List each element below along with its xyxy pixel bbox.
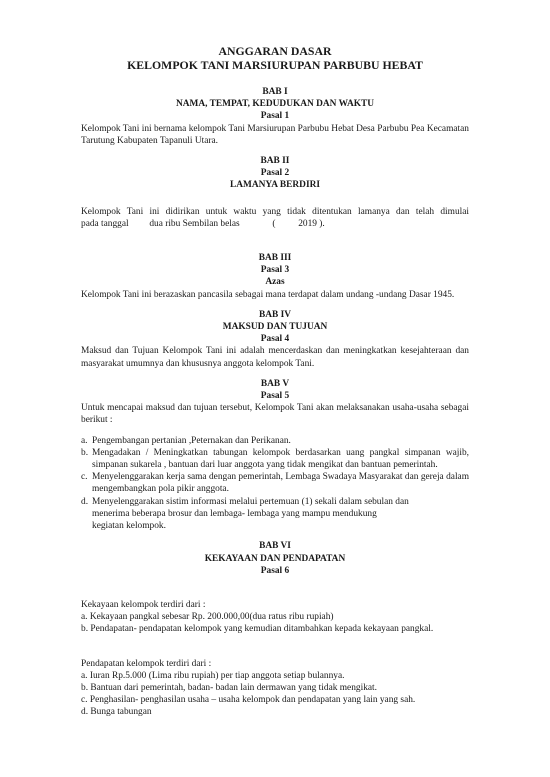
list-item-d-line2: menerima beberapa brosur dan lembaga- lembaga yang mampu mendukung: [92, 508, 377, 519]
list-item-d-line1: Menyelenggarakan sistim informasi melalui pertemuan (1) sekali dalam sebulan dan: [92, 496, 409, 507]
section-bab-4: [81, 309, 469, 370]
document-content: [81, 44, 469, 719]
bab-4-heading: MAKSUD DAN TUJUAN: [222, 322, 328, 333]
list-item: [81, 447, 469, 471]
pasal-6-label: Pasal 6: [260, 565, 290, 576]
bab-2-heading: LAMANYA BERDIRI: [229, 180, 321, 191]
list-item-marker: a.: [81, 435, 88, 446]
section-bab-6: [81, 540, 469, 718]
kekayaan-intro: Kekayaan kelompok terdiri dari :: [81, 599, 206, 610]
pasal-1-text: Kelompok Tani ini bernama kelompok Tani Marsiurupan Parbubu Hebat Desa Parbubu Pea Kecamatan Tarutung Kabupaten Tapanuli Utara.: [81, 123, 469, 146]
pasal-2-date-line: [81, 218, 469, 230]
pasal-2-date-prefix: pada tanggal: [81, 218, 129, 229]
list-item: [81, 496, 469, 508]
pendapatan-item-b: b. Bantuan dari pemerintah, badan- badan lain dermawan yang tidak mengikat.: [81, 682, 377, 693]
pendapatan-intro: Pendapatan kelompok terdiri dari :: [81, 658, 212, 669]
document-title-line2: KELOMPOK TANI MARSIURUPAN PARBUBU HEBAT: [127, 58, 423, 72]
pasal-5-label: Pasal 5: [260, 391, 290, 402]
list-item-text: Pengembangan pertanian ,Peternakan dan Perikanan.: [92, 435, 291, 446]
bab-4-number: BAB IV: [258, 309, 292, 320]
pasal-4-text: Maksud dan Tujuan Kelompok Tani ini adalah mencerdaskan dan meningkatkan kesejahteraan dan masyarakat umumnya dan khususnya anggota kelompok Tani.: [81, 346, 469, 369]
pasal-4-label: Pasal 4: [260, 334, 290, 345]
kekayaan-item-a: a. Kekayaan pangkal sebesar Rp. 200.000,00(dua ratus ribu rupiah): [81, 612, 334, 623]
pasal-2-date-words: dua ribu Sembilan belas: [149, 218, 240, 229]
pasal-3-text: Kelompok Tani ini berazaskan pancasila sebagai mana terdapat dalam undang -undang Dasar 1945.: [81, 289, 455, 300]
list-item-marker: d.: [81, 496, 89, 507]
bab-5-number: BAB V: [260, 378, 290, 389]
list-item-marker: c.: [81, 472, 88, 483]
pendapatan-item-d: d. Bunga tabungan: [81, 707, 152, 718]
bab-3-number: BAB III: [258, 253, 292, 264]
list-item-text: Mengadakan / Meningkatkan tabungan kelompok berdasarkan uang pangkal simpanan wajib, simpanan sukarela , bantuan dari luar anggota yang tidak mengikat dan bantuan pemerintah.: [92, 447, 469, 471]
section-bab-1: [81, 86, 469, 147]
pasal-2-label: Pasal 2: [260, 168, 290, 179]
pasal-2-text-line1: Kelompok Tani ini didirikan untuk waktu yang tidak ditentukan lamanya dan telah dimulai: [81, 206, 469, 217]
section-bab-2: [81, 155, 469, 230]
pasal-3-label: Pasal 3: [260, 265, 290, 276]
section-bab-5: [81, 378, 469, 532]
list-item: [81, 435, 469, 447]
bab-6-number: BAB VI: [259, 541, 291, 552]
bab-1-heading: NAMA, TEMPAT, KEDUDUKAN DAN WAKTU: [175, 99, 375, 110]
bab-1-number: BAB I: [262, 87, 288, 97]
bab-6-heading: KEKAYAAN DAN PENDAPATAN: [204, 553, 346, 564]
pasal-2-date-open: (: [272, 218, 276, 229]
pendapatan-item-a: a. Iuran Rp.5.000 (Lima ribu rupiah) per tiap anggota setiap bulannya.: [81, 670, 345, 681]
pasal-5-intro: Untuk mencapai maksud dan tujuan tersebut, Kelompok Tani akan melaksanakan usaha-usaha sebagai berikut :: [81, 403, 469, 426]
document-title-line1: ANGGARAN DASAR: [218, 44, 332, 58]
list-item-marker: b.: [81, 447, 89, 458]
kekayaan-item-b: b. Pendapatan- pendapatan kelompok yang kemudian ditambahkan kepada kekayaan pangkal.: [81, 624, 434, 635]
bab-2-number: BAB II: [260, 156, 290, 167]
list-item: [81, 471, 469, 495]
section-bab-3: [81, 252, 469, 301]
pasal-5-list: [81, 435, 469, 508]
list-item-d-line3: kegiatan kelompok.: [92, 521, 166, 532]
pasal-1-label: Pasal 1: [260, 111, 290, 122]
bab-3-heading: Azas: [265, 277, 285, 288]
list-item-text: Menyelenggarakan kerja sama dengan pemerintah, Lembaga Swadaya Masyarakat dan gereja dalam mengembangkan pola pikir anggota.: [92, 472, 469, 495]
pendapatan-item-c: c. Penghasilan- penghasilan usaha – usaha kelompok dan pendapatan yang lain yang sah.: [81, 695, 416, 706]
pasal-2-date-year: 2019 ).: [298, 218, 325, 229]
